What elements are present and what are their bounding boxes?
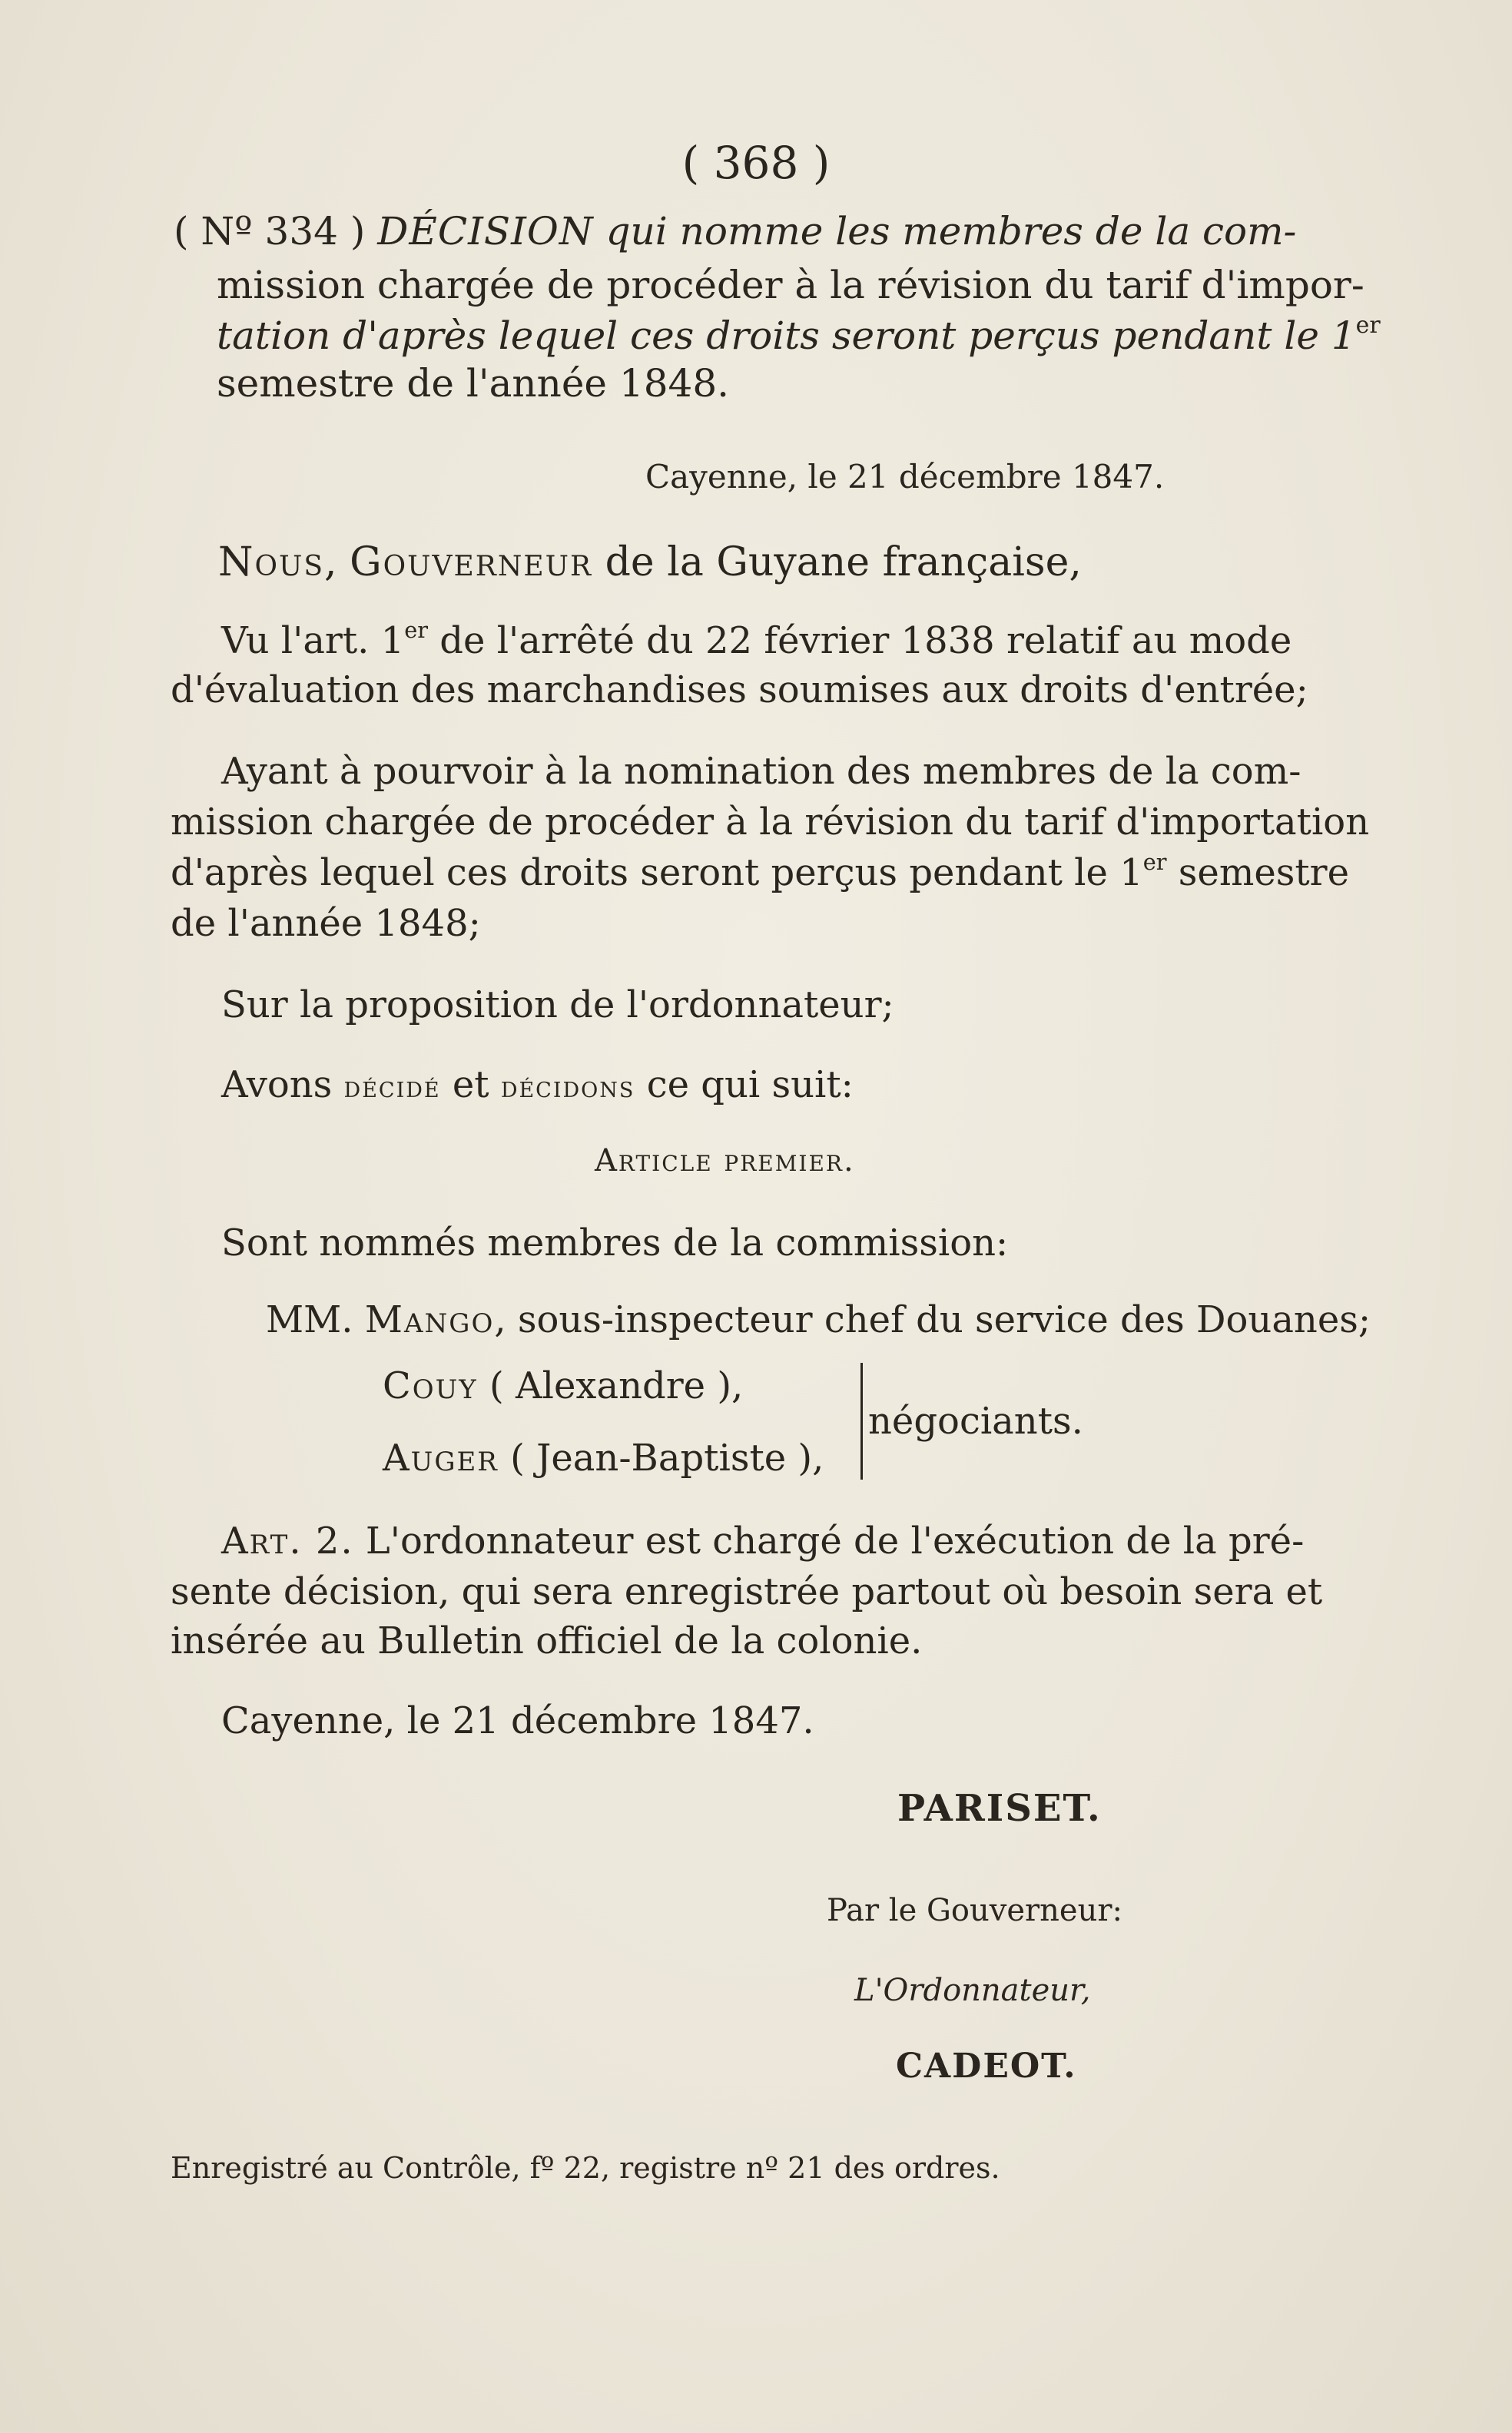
heading-line-2: mission chargée de procéder à la révision du tarif d'impor-	[217, 263, 1364, 307]
member-1-name: Couy	[383, 1364, 478, 1407]
signature-cadeot: CADEOT.	[896, 2047, 1077, 2086]
ayant-superscript: er	[1142, 848, 1167, 875]
member-1	[383, 1364, 743, 1407]
preamble-nous: Nous	[218, 539, 325, 585]
heading-line-1	[174, 206, 1296, 257]
vu-line-1	[221, 616, 1292, 662]
heading-text-1: qui nomme les membres de la com-	[605, 209, 1297, 254]
avons-decidons: décidons	[500, 1070, 635, 1104]
vu-superscript: er	[404, 616, 429, 643]
avons-a: Avons	[221, 1063, 333, 1106]
date-header: Cayenne, le 21 décembre 1847.	[645, 458, 1165, 496]
member-2	[383, 1437, 824, 1480]
signature-pariset: PARISET.	[897, 1787, 1102, 1830]
preamble-rest: de la Guyane française,	[605, 539, 1082, 585]
heading-line-3	[217, 310, 1381, 361]
ayant-text-b: semestre	[1178, 851, 1350, 894]
sont-line: Sont nommés membres de la commission:	[221, 1221, 1009, 1265]
heading-line-4: semestre de l'année 1848.	[217, 361, 730, 406]
members-role: négociants.	[868, 1400, 1083, 1443]
member-1-given: ( Alexandre ),	[489, 1364, 744, 1407]
art2-text-1: L'ordonnateur est chargé de l'exécution de la pré-	[365, 1520, 1305, 1563]
avons-rest: ce qui suit:	[646, 1063, 854, 1106]
preamble: Nous, Gouverneur de la Guyane française,	[218, 539, 1082, 585]
registration-footer: Enregistré au Contrôle, fº 22, registre nº 21 des ordres.	[171, 2151, 1000, 2185]
member-2-given: ( Jean-Baptiste ),	[510, 1437, 824, 1480]
vu-text-a: Vu l'art. 1	[221, 619, 405, 662]
avons-decide: décidé	[343, 1070, 441, 1104]
ayant-line-2: mission chargée de procéder à la révision du tarif d'importation	[171, 801, 1370, 844]
page-number: ( 368 )	[681, 137, 831, 189]
sur-line: Sur la proposition de l'ordonnateur;	[221, 983, 894, 1026]
ayant-line-1: Ayant à pourvoir à la nomination des membres de la com-	[221, 750, 1301, 793]
ayant-line-3	[171, 848, 1350, 894]
heading-text-3: tation d'après lequel ces droits seront perçus pendant le 1	[217, 313, 1356, 358]
ayant-line-4: de l'année 1848;	[171, 902, 481, 945]
art2-line-3: insérée au Bulletin officiel de la colonie.	[171, 1619, 923, 1662]
ordonnateur-title: L'Ordonnateur,	[854, 1973, 1091, 2008]
mm-rest: , sous-inspecteur chef du service des Douanes;	[494, 1298, 1371, 1341]
member-brace	[847, 1363, 863, 1480]
art2-line-2: sente décision, qui sera enregistrée partout où besoin sera et	[171, 1570, 1323, 1613]
mm-name: Mango	[364, 1298, 495, 1341]
art2-label: Art. 2.	[221, 1520, 354, 1563]
mm-line	[266, 1298, 1371, 1341]
art2-line-1	[221, 1520, 1304, 1563]
mm-label: MM.	[266, 1298, 353, 1341]
heading-superscript: er	[1355, 312, 1381, 339]
preamble-gouverneur: Gouverneur	[350, 539, 593, 585]
avons-et: et	[452, 1063, 489, 1106]
member-2-name: Auger	[383, 1437, 499, 1480]
decision-title: DÉCISION	[377, 209, 594, 254]
article-premier-heading: Article premier.	[595, 1143, 855, 1178]
par-le-gouverneur: Par le Gouverneur:	[827, 1893, 1122, 1928]
decision-number: ( Nº 334 )	[174, 209, 366, 254]
vu-text-b: de l'arrêté du 22 février 1838 relatif au mode	[439, 619, 1292, 662]
closing-date: Cayenne, le 21 décembre 1847.	[221, 1699, 814, 1742]
ayant-text-a: d'après lequel ces droits seront perçus pendant le 1	[171, 851, 1143, 894]
vu-line-2: d'évaluation des marchandises soumises aux droits d'entrée;	[171, 668, 1308, 711]
avons-line	[221, 1063, 854, 1106]
